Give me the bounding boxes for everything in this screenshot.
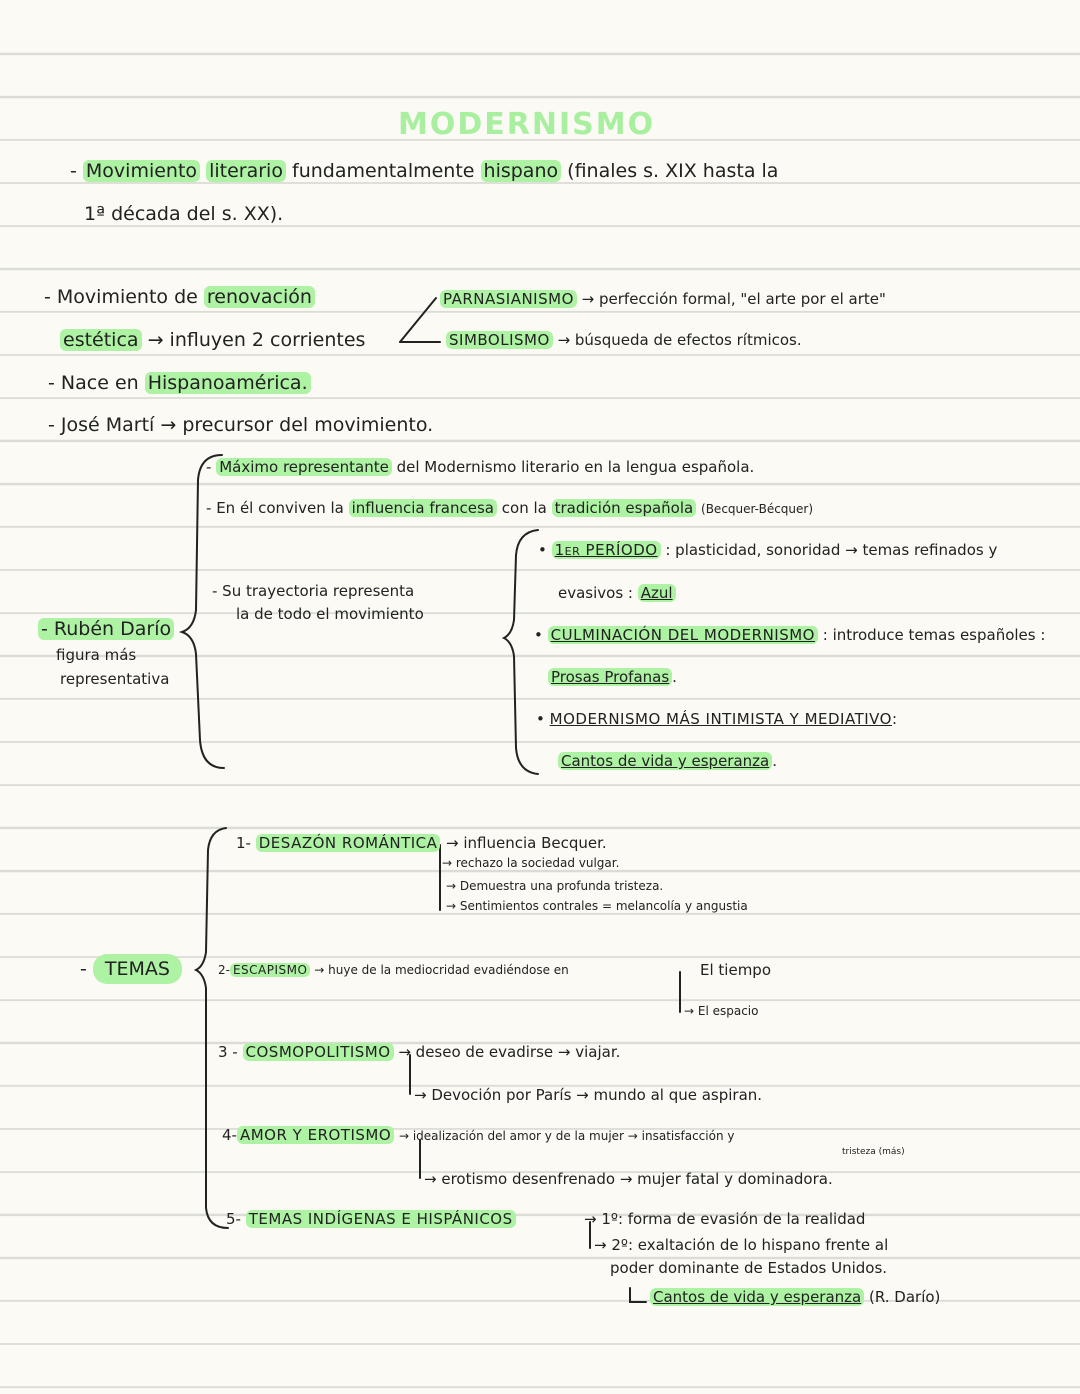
- ruben-label: [38, 620, 174, 639]
- highlight-estetica: estética: [60, 329, 142, 351]
- influyen-corrientes: → influyen 2 corrientes: [147, 329, 366, 351]
- work-cantos-de-vida-ref: Cantos de vida y esperanza: [650, 1288, 864, 1306]
- bullet: •: [536, 710, 545, 728]
- tema-3-head: [218, 1045, 620, 1060]
- periodo-1-cont: [558, 586, 676, 601]
- periodo-2-line: [534, 628, 1045, 643]
- conviven-line: [206, 501, 813, 516]
- tema-5-item-1: → 1º: forma de evasión de la realidad: [584, 1210, 866, 1228]
- tema-5-item-2: → 2º: exaltación de lo hispano frente al: [594, 1236, 889, 1254]
- movimiento-de: Movimiento de: [56, 286, 198, 308]
- highlight-maximo-representante: Máximo representante: [216, 458, 392, 476]
- fork-line-upper: [400, 298, 436, 342]
- maximo-rest: del Modernismo literario en la lengua española.: [396, 458, 755, 476]
- tema-1-item-2: → rechazo la sociedad vulgar.: [442, 856, 620, 870]
- periodo-3-label: MODERNISMO MÁS INTIMISTA Y MEDIATIVO: [549, 710, 892, 728]
- temas-label-row: [80, 960, 182, 979]
- maximo-line: [206, 460, 754, 475]
- highlight-ruben-dario: - Rubén Darío: [38, 618, 174, 640]
- dash: -: [80, 958, 87, 980]
- tema-3-num: 3 -: [218, 1043, 238, 1061]
- trayectoria-2: la de todo el movimiento: [236, 605, 424, 623]
- highlight-hispano: hispano: [481, 160, 562, 182]
- tema-1-num: 1-: [236, 834, 251, 852]
- highlight-literario: literario: [206, 160, 286, 182]
- tema-5-item-3: poder dominante de Estados Unidos.: [610, 1259, 888, 1277]
- parnasianismo-desc: → perfección formal, "el arte por el arte": [581, 290, 886, 308]
- highlight-renovacion: renovación: [204, 286, 315, 308]
- tema-4-label: AMOR Y EROTISMO: [237, 1126, 394, 1144]
- work-cantos-de-vida: Cantos de vida y esperanza: [558, 752, 772, 770]
- tema-3-desc: → deseo de evadirse → viajar.: [398, 1043, 621, 1061]
- renovacion-line-2: [60, 331, 365, 350]
- simbolismo-label: SIMBOLISMO: [446, 331, 553, 349]
- tema-2-desc: → huye de la mediocridad evadiéndose en: [314, 963, 569, 977]
- temas-label: TEMAS: [93, 954, 182, 984]
- tema-1-head: [236, 836, 440, 851]
- periodo-2-label: CULMINACIÓN DEL MODERNISMO: [548, 626, 818, 644]
- tema-5-head: [226, 1212, 516, 1227]
- tema-2-head: [218, 964, 569, 976]
- conviven-small: (Becquer-Bécquer): [701, 502, 814, 516]
- marti-line: [48, 416, 433, 435]
- tema-4-desc: → idealización del amor y de la mujer → insatisfacción y: [398, 1129, 735, 1143]
- conviven-mid: con la: [501, 499, 547, 517]
- periodo-3-line: [536, 712, 897, 727]
- tree-t5-ref: [630, 1288, 646, 1302]
- intro-line-1: [70, 162, 778, 181]
- brace-temas: [196, 828, 228, 1228]
- bullet: •: [534, 626, 543, 644]
- dash: -: [48, 372, 55, 394]
- tema-4-head: [222, 1128, 734, 1143]
- parnasianismo-row: [440, 292, 886, 307]
- conviven-text: En él conviven la: [216, 499, 344, 517]
- tema-2-item-2: → El espacio: [684, 1004, 759, 1018]
- bullet: •: [538, 541, 547, 559]
- periodo-1-label: 1er PERÍODO: [552, 541, 661, 559]
- tema-1-item-1: → influencia Becquer.: [446, 834, 607, 852]
- tema-5-label: TEMAS INDÍGENAS E HISPÁNICOS: [246, 1210, 516, 1228]
- tema-3-label: COSMOPOLITISMO: [243, 1043, 394, 1061]
- dash: -: [206, 458, 212, 476]
- word-fundamentalmente: fundamentalmente: [292, 160, 475, 182]
- period: .: [772, 752, 778, 770]
- ruben-sub-2: representativa: [60, 670, 170, 688]
- highlight-movimiento: Movimiento: [83, 160, 200, 182]
- periodo-1-desc: : plasticidad, sonoridad → temas refinados y: [665, 541, 998, 559]
- ruben-sub-1: figura más: [56, 646, 137, 664]
- intro-line-2: 1ª década del s. XX).: [84, 203, 284, 225]
- work-azul: Azul: [638, 584, 676, 602]
- highlight-hispanoamerica: Hispanoamérica.: [145, 372, 311, 394]
- tema-4-desc-small: tristeza (más): [842, 1147, 905, 1157]
- periodo-1-line: [538, 543, 997, 558]
- paren-dates: (finales s. XIX hasta la: [567, 160, 779, 182]
- period: .: [672, 668, 677, 686]
- tema-5-ref: [650, 1290, 940, 1305]
- periodo-3-desc: :: [891, 710, 898, 728]
- tema-1-label: DESAZÓN ROMÁNTICA: [256, 834, 441, 852]
- highlight-influencia-francesa: influencia francesa: [349, 499, 497, 517]
- page-title: MODERNISMO: [398, 107, 656, 142]
- marti-text: José Martí → precursor del movimiento.: [60, 414, 434, 436]
- parnasianismo-label: PARNASIANISMO: [440, 290, 577, 308]
- tema-2-num: 2-: [218, 963, 230, 977]
- dash: -: [70, 160, 77, 182]
- tema-1-item-4: → Sentimientos contrales = melancolía y angustia: [446, 899, 748, 913]
- dash: -: [44, 286, 51, 308]
- periodo-1-cont-text: evasivos :: [558, 584, 633, 602]
- tema-2-item-1: El tiempo: [700, 961, 772, 979]
- dash: -: [48, 414, 55, 436]
- tema-2-label: ESCAPISMO: [230, 963, 310, 977]
- periodo-2-desc: : introduce temas españoles :: [822, 626, 1046, 644]
- tema-4-num: 4-: [222, 1126, 237, 1144]
- tema-1-item-3: → Demuestra una profunda tristeza.: [446, 879, 664, 893]
- simbolismo-desc: → búsqueda de efectos rítmicos.: [557, 331, 802, 349]
- tema-5-num: 5-: [226, 1210, 241, 1228]
- tema-4-item: → erotismo desenfrenado → mujer fatal y dominadora.: [424, 1170, 833, 1188]
- simbolismo-row: [446, 333, 802, 348]
- brace-periodos: [504, 530, 538, 774]
- trayectoria-1: - Su trayectoria representa: [212, 582, 415, 600]
- nace-text: Nace en: [60, 372, 139, 394]
- tema-3-item: → Devoción por París → mundo al que aspiran.: [414, 1086, 763, 1104]
- ref-author: (R. Darío): [869, 1288, 941, 1306]
- periodo-3-work-line: [558, 754, 777, 769]
- renovacion-line-1: [44, 288, 315, 307]
- periodo-2-work-line: [548, 670, 677, 685]
- highlight-tradicion-espanola: tradición española: [552, 499, 697, 517]
- work-prosas-profanas: Prosas Profanas: [548, 668, 672, 686]
- dash: -: [206, 499, 212, 517]
- nace-line: [48, 374, 311, 393]
